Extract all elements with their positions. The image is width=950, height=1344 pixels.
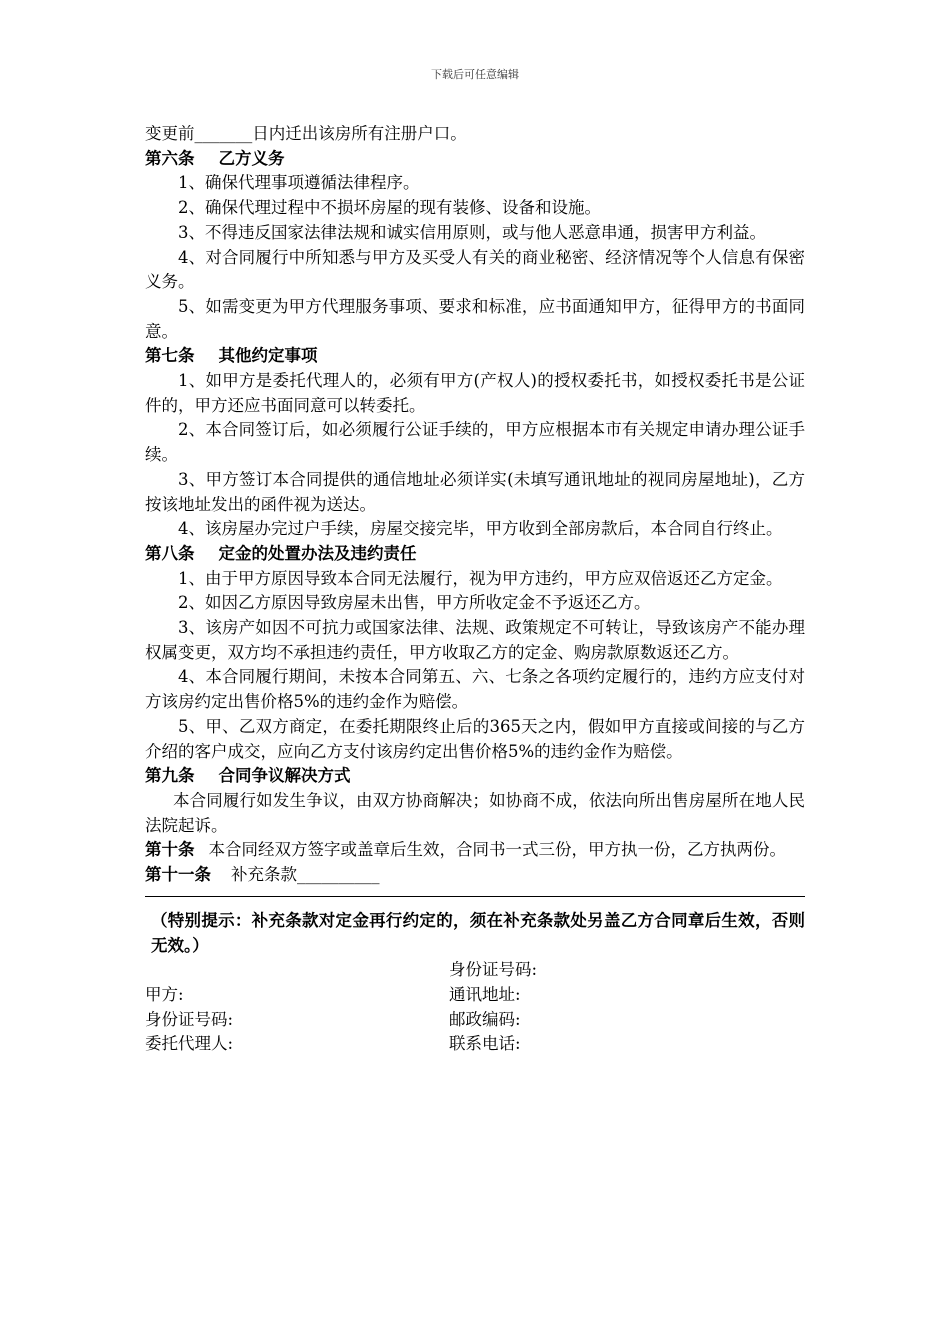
clause: 1、如甲方是委托代理人的，必须有甲方(产权人)的授权委托书，如授权委托书是公证件的，甲方还应书面同意可以转委托。 xyxy=(145,371,805,415)
clause: 本合同履行如发生争议，由双方协商解决；如协商不成，依法向所出售房屋所在地人民法院起诉。 xyxy=(145,790,805,835)
signature-row xyxy=(145,1032,805,1057)
article-10 xyxy=(145,838,805,863)
article-title: 其他约定事项 xyxy=(218,346,318,366)
signature-row xyxy=(145,958,805,983)
article-9-heading xyxy=(145,764,805,789)
article-number: 第七条 xyxy=(145,346,195,366)
divider-line xyxy=(145,896,805,897)
signature-label-right: 通讯地址: xyxy=(449,984,521,1004)
article-number: 第十条 xyxy=(145,840,195,860)
clause: 3、不得违反国家法律法规和诚实信用原则，或与他人恶意串通，损害甲方利益。 xyxy=(178,222,766,242)
clause: 3、该房产如因不可抗力或国家法律、法规、政策规定不可转让，导致该房产不能办理权属变更，双方均不承担违约责任，甲方收取乙方的定金、购房款原数返还乙方。 xyxy=(145,618,805,662)
special-notice: （特别提示：补充条款对定金再行约定的，须在补充条款处另盖乙方合同章后生效，否则无效。） xyxy=(151,910,805,955)
signature-row xyxy=(145,983,805,1008)
clause: 1、确保代理事项遵循法律程序。 xyxy=(178,173,420,193)
signature-label-right: 身份证号码: xyxy=(449,960,538,980)
contract-body xyxy=(145,122,805,1057)
article-number: 第六条 xyxy=(145,148,195,168)
signature-label-left: 委托代理人: xyxy=(145,1034,234,1054)
article-6-heading xyxy=(145,147,805,172)
article-body: 本合同经双方签字或盖章后生效，合同书一式三份，甲方执一份，乙方执两份。 xyxy=(208,840,786,860)
article-8-heading xyxy=(145,542,805,567)
clause: 5、如需变更为甲方代理服务事项、要求和标准，应书面通知甲方，征得甲方的书面同意。 xyxy=(145,296,805,341)
clause: 4、对合同履行中所知悉与甲方及买受人有关的商业秘密、经济情况等个人信息有保密义务。 xyxy=(145,247,805,292)
article-title: 乙方义务 xyxy=(218,148,285,168)
signature-row xyxy=(145,1008,805,1033)
clause: 4、本合同履行期间，未按本合同第五、六、七条之各项约定履行的，违约方应支付对方该房约定出售价格5%的违约金作为赔偿。 xyxy=(145,667,805,712)
article-number: 第八条 xyxy=(145,543,195,563)
article-number: 第九条 xyxy=(145,766,195,786)
signature-label-right: 联系电话: xyxy=(449,1034,521,1054)
clause: 3、甲方签订本合同提供的通信地址必须详实(未填写通讯地址的视同房屋地址)，乙方按该地址发出的函件视为送达。 xyxy=(145,469,805,514)
clause: 2、如因乙方原因导致房屋未出售，甲方所收定金不予返还乙方。 xyxy=(178,593,651,613)
clause: 4、该房屋办完过户手续，房屋交接完毕，甲方收到全部房款后，本合同自行终止。 xyxy=(178,519,783,539)
clause: 2、确保代理过程中不损坏房屋的现有装修、设备和设施。 xyxy=(178,198,601,218)
intro-line: 变更前_______日内迁出该房所有注册户口。 xyxy=(145,124,467,143)
signature-label-left: 甲方: xyxy=(145,984,184,1004)
article-11 xyxy=(145,863,805,888)
supplementary-terms-field: 补充条款__________ xyxy=(231,865,380,885)
clause: 5、甲、乙双方商定，在委托期限终止后的365天之内，假如甲方直接或间接的与乙方介绍的客户成交，应向乙方支付该房约定出售价格5%的违约金作为赔偿。 xyxy=(145,716,805,761)
article-title: 合同争议解决方式 xyxy=(218,766,351,786)
clause: 2、本合同签订后，如必须履行公证手续的，甲方应根据本市有关规定申请办理公证手续。 xyxy=(145,420,805,465)
article-title: 定金的处置办法及违约责任 xyxy=(218,543,417,563)
signature-label-left xyxy=(145,958,449,983)
clause: 1、由于甲方原因导致本合同无法履行，视为甲方违约，甲方应双倍返还乙方定金。 xyxy=(178,568,783,588)
signature-label-left: 身份证号码: xyxy=(145,1009,234,1029)
page-header: 下载后可任意编辑 xyxy=(431,68,519,81)
article-7-heading xyxy=(145,344,805,369)
signature-label-right: 邮政编码: xyxy=(449,1009,521,1029)
article-number: 第十一条 xyxy=(145,865,211,885)
